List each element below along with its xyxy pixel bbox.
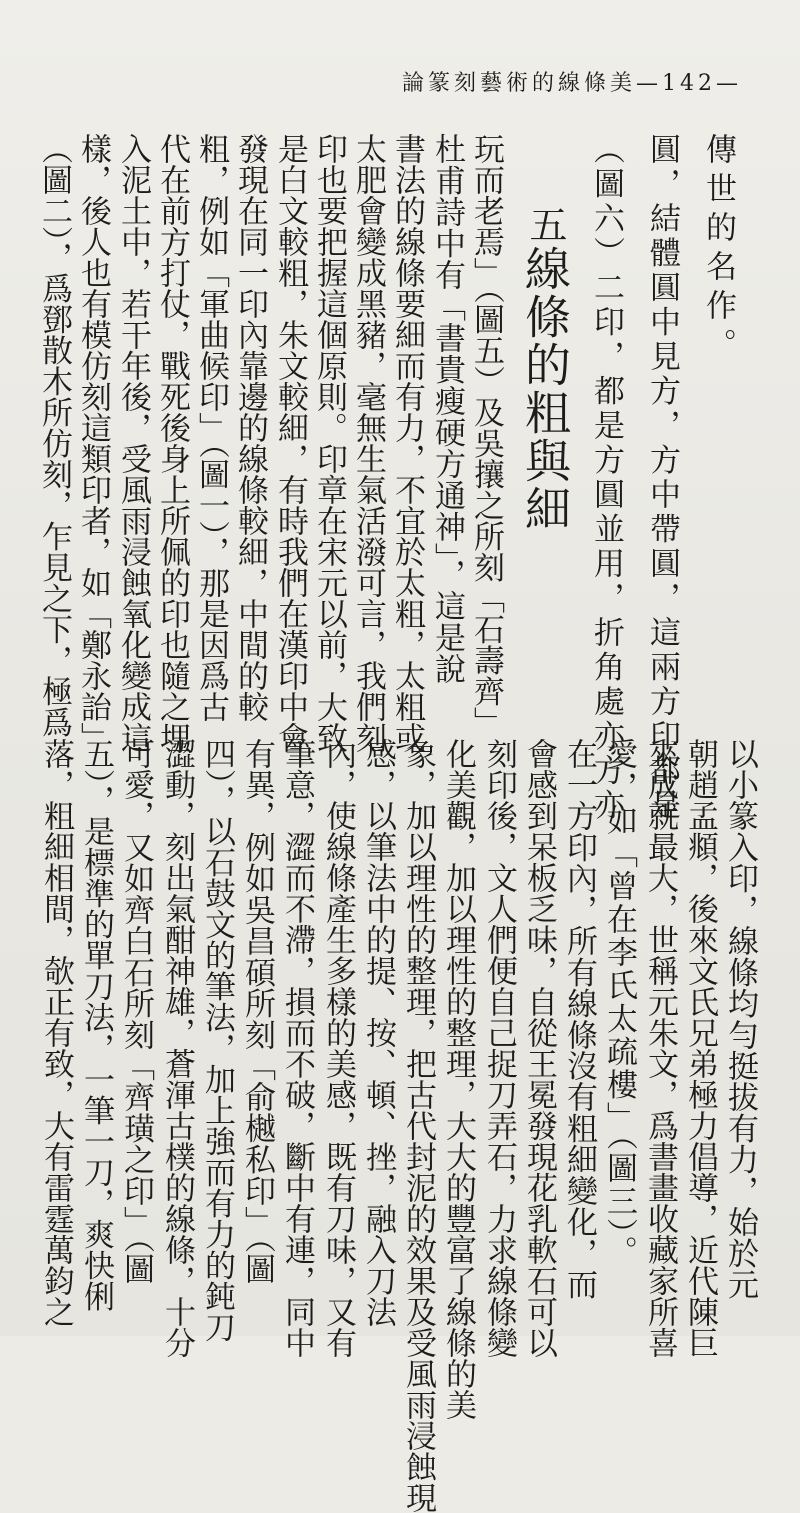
text-column: 太肥會變成黑豬，毫無生氣活潑可言，我們刻 [350, 133, 386, 753]
text-column: 圓，結體圓中見方，方中帶圓，這兩方印都是 [644, 133, 680, 823]
text-column: 五），是標準的單刀法，一筆一刀，爽快俐 [78, 738, 114, 1312]
text-column: 粗，例如「軍曲候印」（圖一），那是因爲古 [193, 133, 229, 722]
text-column: 澀動，刻出氣酣神雄，蒼渾古樸的線條，十分 [159, 738, 195, 1358]
text-column: 發現在同一印內靠邊的線條較細，中間的較 [232, 133, 268, 722]
text-column: 杜甫詩中有「書貴瘦硬方通神」，這是說 [429, 133, 465, 685]
text-column: 象，加以理性的整理，把古代封泥的效果及受風雨浸蝕現 [400, 738, 436, 1513]
text-column: 四），以石鼓文的筆法，加上強而有力的鈍刀 [199, 738, 235, 1343]
text-column: 傳世的名作。 [700, 133, 736, 367]
section-title: 線條的粗與細 [518, 245, 572, 533]
text-column: 書法的線條要細而有力，不宜於太粗，太粗或 [389, 133, 425, 753]
text-column: 會感到呆板乏味，自從王冕發現花乳軟石可以 [521, 738, 557, 1358]
text-column: 可愛，又如齊白石所刻「齊璜之印」（圖 [118, 738, 154, 1285]
running-head: 論篆刻藝術的線條美—142— [402, 71, 742, 96]
text-column: 刻印後，文人們便自己捉刀弄石，力求線條變 [481, 738, 517, 1358]
text-column: 樣，後人也有模仿刻這類印者，如「鄭永詒」 [75, 133, 111, 753]
text-column: 以小篆入印，線條均勻挺拔有力，始於元 [722, 738, 758, 1300]
text-column: 朝趙孟頫，後來文氏兄弟極力倡導，近代陳巨 [682, 738, 718, 1358]
text-column: 在一方印內，所有線條沒有粗細變化，而 [561, 738, 597, 1300]
section-heading [518, 205, 572, 533]
text-column: 感，以筆法中的提、按、頓、挫，融入刀法 [360, 738, 396, 1327]
section-number: 五 [523, 205, 567, 245]
text-column: 是白文較粗，朱文較細，有時我們在漢印中會 [272, 133, 308, 753]
text-column: 落，粗細相間，欹正有致，大有雷霆萬鈞之 [38, 738, 74, 1327]
text-column: （圖二），爲鄧散木所仿刻，乍見之下，極爲 [36, 133, 72, 738]
text-column: 玩而老焉」（圖五）及吳攘之所刻「石壽齊」 [468, 133, 504, 738]
text-column: 有異，例如吳昌碩所刻「俞樾私印」（圖 [239, 738, 275, 1285]
text-column: 入泥土中，若干年後，受風雨浸蝕氧化變成這 [115, 133, 151, 753]
text-column: 筆意，澀而不滯，損而不破，斷中有連，同中 [279, 738, 315, 1358]
text-column: （圖六）二印，都是方圓並用，折角處亦方亦 [588, 133, 624, 823]
text-column: 愛，如「曾在李氏太疏樓」（圖三）。 [601, 738, 637, 1270]
text-column: 來成就最大，世稱元朱文，爲書畫收藏家所喜 [642, 738, 678, 1358]
text-column: 代在前方打仗，戰死後身上所佩的印也隨之埋 [154, 133, 190, 753]
text-column: 印也要把握這個原則。印章在宋元以前，大致 [311, 133, 347, 753]
text-column: 化美觀，加以理性的整理，大大的豐富了線條的美 [440, 738, 476, 1420]
text-column: 內，使線條產生多樣的美感，既有刀味，又有 [320, 738, 356, 1358]
